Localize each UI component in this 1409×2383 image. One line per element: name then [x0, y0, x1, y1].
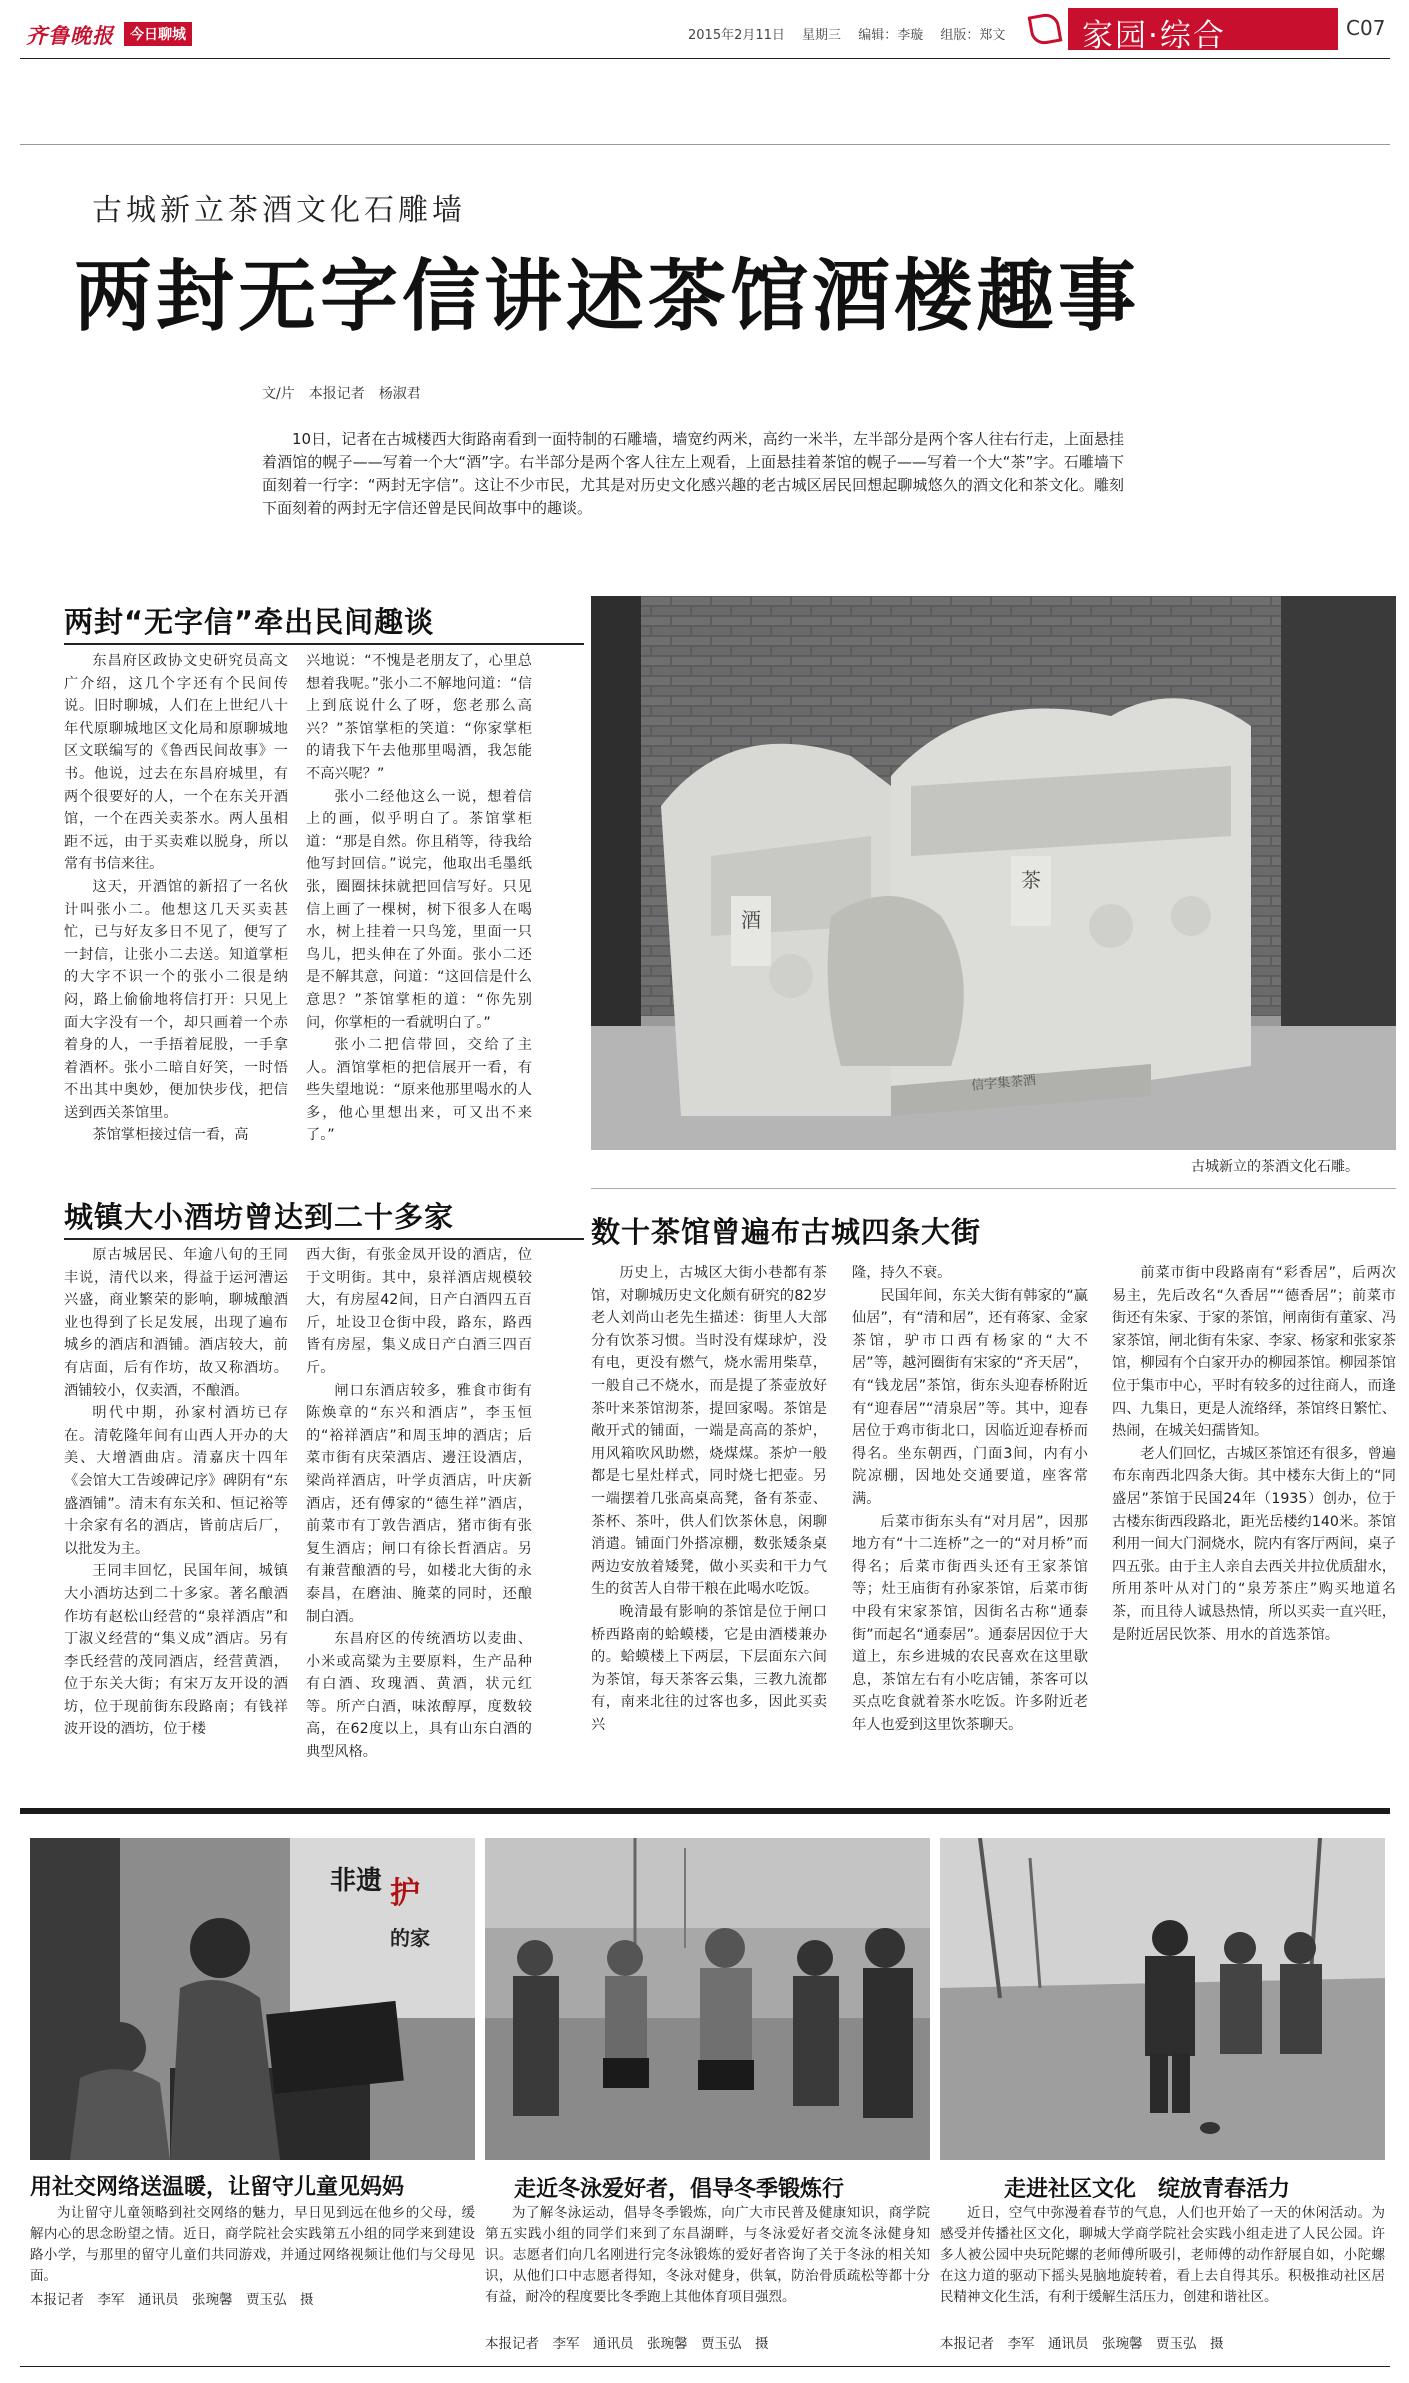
- bottom-credit-1: 本报记者 李军 通讯员 张琬馨 贾玉弘 摄: [30, 2292, 314, 2308]
- winter-swimmers-illustration: [485, 1838, 930, 2160]
- paragraph: 西大街，有张金凤开设的酒店，位于文明街。其中，泉祥酒店规模较大，有房屋42间，日产白酒四五百斤，址设卫仓街中段，路东，路西皆有房屋，集义成日产白酒三四百斤。: [306, 1247, 532, 1376]
- paragraph: 后菜市街东头有“对月居”，因那地方有“十二连桥”之一的“对月桥”而得名；后菜市街西头还有王家茶馆等；灶王庙街有孙家茶馆，后菜市街中段有宋家茶馆，因街名古称“通泰街”而起名“通泰居”。通泰居因位于大道上，东乡进城的农民喜欢在这里歇息，茶馆左右有小吃店铺，茶客可以买点吃食就着茶水吃饭。许多附近老年人也爱到这里饮茶聊天。: [852, 1513, 1088, 1733]
- masthead-rule: [20, 58, 1390, 59]
- paragraph: 张小二把信带回，交给了主人。酒馆掌柜的把信展开一看，有些失望地说：“原来他那里喝水的人多，他心里想出来，可又出不来了。”: [306, 1037, 532, 1144]
- paragraph: 张小二经他这么一说，想着信上的画，似乎明白了。茶馆掌柜道：“那是自然。你且稍等，待我给他写封回信。”说完，他取出毛墨纸张，圈圈抹抹就把回信写好。只见信上画了一棵树，树下很多人在喝水，树上挂着一只鸟笼，里面一只鸟儿，把头伸在了外面。张小二还是不解其意，问道：“这回信是什么意思？”茶馆掌柜的道：“你先别问，你掌柜的一看就明白了。”: [306, 788, 532, 1031]
- paragraph: 民国年间，东关大街有韩家的“赢仙居”，有“清和居”，还有蒋家、金家茶馆，驴市口西有杨家的“大不居”等，越河圈街有宋家的“齐天居”，有“钱龙居”茶馆，街东头迎春桥附近有“迎春居”“清泉居”等。其中，迎春居位于鸡市街北口，因临近迎春桥而得名。坐东朝西，门面3间，内有小院凉棚，因地处交通要道，座客常满。: [852, 1287, 1088, 1507]
- bottom-rule: [20, 2366, 1390, 2367]
- photo-banner-right: 的家: [390, 1926, 430, 1950]
- edition-badge: 今日聊城: [124, 22, 192, 46]
- section3-col2: [852, 1262, 1088, 1804]
- section1-title: 两封“无字信”牵出民间趣谈: [64, 605, 435, 639]
- section1-col2: [306, 650, 532, 1150]
- section2-col1: [64, 1244, 288, 1804]
- section1-col1: [64, 650, 288, 1150]
- bottom-text-3: 近日，空气中弥漫着春节的气息，人们也开始了一天的休闲活动。为感受并传播社区文化，聊城大学商学院社会实践小组走进了人民公园。许多人被公园中央玩陀螺的老师傅所吸引，老师傅的动作舒展自如，小陀螺在这力道的驱动下摇头晃脑地旋转着，看上去自得其乐。积极推动社区居民精神文化生活，有利于缓解生活压力，创建和谐社区。: [940, 2205, 1385, 2305]
- bottom-rule-top: [20, 1808, 1390, 1814]
- issue-weekday: 星期三: [802, 28, 842, 43]
- section3-top-rule: [591, 1188, 1396, 1189]
- section-sub: 综合: [1159, 18, 1226, 54]
- park-spinning-top-illustration: [940, 1838, 1385, 2160]
- section2-rule: [64, 1238, 584, 1240]
- kicker: 古城新立茶酒文化石雕墙: [92, 193, 466, 228]
- lead-intro: 10日，记者在古城楼西大街路南看到一面特制的石雕墙，墙宽约两米，高约一米半，左半部分是两个客人往右行走，上面悬挂着酒馆的幌子——写着一个大“酒”字。右半部分是两个客人往左上观看，上面悬挂着茶馆的幌子——写着一个大“茶”字。石雕墙下面刻着一行字：“两封无字信”。这让不少市民，尤其是对历史文化感兴趣的老古城区居民回想起聊城悠久的酒文化和茶文化。雕刻下面刻着的两封无字信还曾是民间故事中的趣谈。: [262, 430, 1124, 517]
- carving-sign-right: 茶: [1021, 868, 1041, 892]
- paragraph: 老人们回忆，古城区茶馆还有很多，曾遍布东南西北四条大街。其中楼东大街上的“同盛居”茶馆于民国24年（1935）创办，位于古楼东街西段路北，距光岳楼约140米。茶馆利用一间大门洞烧水，院内有客厅两间，桌子四五张。由于主人亲自去西关井拉优质甜水，所用茶叶从对门的“泉芳茶庄”购买地道名茶，而且待人诚恳热情，所以买卖一直兴旺，是附近居民饮茶、用水的首选茶馆。: [1112, 1445, 1396, 1643]
- paragraph: 兴地说：“不愧是老朋友了，心里总想着我呢。”张小二不解地问道：“信上到底说什么了呀，您老那么高兴？”茶馆掌柜的笑道：“你家掌柜的请我下午去他那里喝酒，我怎能不高兴呢？”: [306, 653, 532, 782]
- headline: 两封无字信讲述茶馆酒楼趣事: [74, 252, 1141, 342]
- paper-logo: 齐鲁晚报: [26, 24, 114, 48]
- bottom-photo-3: [940, 1838, 1385, 2160]
- section-tag: [1068, 8, 1338, 54]
- bottom-text-2: 为了解冬泳运动，倡导冬季锻炼，向广大市民普及健康知识，商学院第五实践小组的同学们来到了东昌湖畔，与冬泳爱好者交流冬泳健身知识。志愿者们向几名刚进行完冬泳锻炼的爱好者咨询了关于冬泳的相关知识，从他们口中志愿者得知，冬泳对健身，供氧，防治骨质疏松等都十分有益，耐冷的程度要比冬季跑上其他体育项目强烈。: [485, 2205, 930, 2305]
- carving-sign-left: 酒: [741, 908, 761, 932]
- paragraph: 东昌府区的传统酒坊以麦曲、小米或高粱为主要原料，生产品种有白酒、玫瑰酒、黄酒，状元红等。所产白酒，味浓醇厚，度数较高，在62度以上，具有山东白酒的典型风格。: [306, 1631, 532, 1761]
- issue-date: 2015年2月11日: [688, 28, 785, 43]
- section3-col3: [1112, 1262, 1396, 1804]
- bottom-text-1: 为让留守儿童领略到社交网络的魅力，早日见到远在他乡的父母，缓解内心的思念盼望之情。近日，商学院社会实践第五小组的同学来到建设路小学，与那里的留守儿童们共同游戏，并通过网络视频让他们与父母见面。: [30, 2205, 475, 2284]
- paragraph: 隆，持久不衰。: [852, 1265, 952, 1281]
- paragraph: 东昌府区政协文史研究员高文广介绍，这几个字还有个民间传说。旧时聊城，人们在上世纪八十年代原聊城地区文化局和原聊城地区文联编写的《鲁西民间故事》一书。他说，过去在东昌府城里，有两个很要好的人，一个在东关开酒馆，一个在西关卖茶水。两人虽相距不远，由于买卖难以脱身，所以常有书信来往。: [64, 653, 288, 873]
- paragraph: 这天，开酒馆的新招了一名伙计叫张小二。他想这几天买卖甚忙，已与好友多日不见了，便写了一封信，让张小二去送。知道掌柜的大字不识一个的张小二很是纳闷，路上偷偷地将信打开：只见上面大字没有一个，却只画着一个赤着身的人，一手捂着屁股，一手拿着酒杯。张小二暗自好笑，一时悟不出其中奥妙，便加快步伐，把信送到西关茶馆里。: [64, 878, 288, 1121]
- section3-title: 数十茶馆曾遍布古城四条大街: [591, 1215, 982, 1249]
- stone-wall-illustration: [591, 596, 1396, 1150]
- section-dot: ·: [1148, 18, 1160, 54]
- bottom-credit-2: 本报记者 李军 通讯员 张琬馨 贾玉弘 摄: [485, 2336, 769, 2352]
- section1-rule: [64, 643, 584, 645]
- section3-col1: [591, 1262, 827, 1804]
- page-number: C07: [1346, 16, 1386, 40]
- bottom-title-2: 走近冬泳爱好者，倡导冬季锻炼行: [514, 2177, 845, 2202]
- bottom-credit-3: 本报记者 李军 通讯员 张琬馨 贾玉弘 摄: [940, 2336, 1224, 2352]
- paragraph: 晚清最有影响的茶馆是位于闸口桥西路南的蛤蟆楼，它是由酒楼兼办的。蛤蟆楼上下两层，下层面东六间为茶馆，每天茶客云集，三教九流都有，南来北往的过客也多，因此买卖兴: [591, 1603, 827, 1733]
- section-icon: [1028, 12, 1063, 47]
- paragraph: 原古城居民、年逾八旬的王同丰说，清代以来，得益于运河漕运兴盛，商业繁荣的影响，聊城酿酒业也得到了长足发展，出现了遍布城乡的酒店和酒铺。酒店较大，前有店面，后有作坊，故又称酒坊。酒铺较小，仅卖酒，不酿酒。: [64, 1247, 288, 1399]
- section2-col2: [306, 1244, 532, 1804]
- paragraph: 明代中期，孙家村酒坊已存在。清乾隆年间有山西人开办的大美、大增酒曲店。清嘉庆十四年《会馆大工告竣碑记序》碑阴有“东盛酒铺”。清末有东关和、恒记裕等十余家有名的酒店，皆前店后厂，以批发为主。: [64, 1405, 288, 1557]
- main-photo-caption: 古城新立的茶酒文化石雕。: [1191, 1159, 1359, 1175]
- bottom-title-1: 用社交网络送温暖，让留守儿童见妈妈: [30, 2175, 405, 2200]
- designer-label: 组版：: [940, 28, 980, 43]
- paragraph: 闸口东酒店较多，雅食市街有陈焕章的“东兴和酒店”，李玉恒的“裕祥酒店”和周玉坤的酒店；后菜市街有庆荣酒店、邊汪设酒店，梁尚祥酒店，叶学贞酒店，叶庆新酒店，还有傅家的“德生祥”酒店，前菜市有丁敦告酒店，猪市街有张复生酒店；闸口有徐长哲酒店。另有兼营酿酒的号，如楼北大街的永泰昌，在磨油、腌菜的同时，还酿制白酒。: [306, 1382, 532, 1625]
- bottom-photo-2: [485, 1838, 930, 2160]
- paragraph: 王同丰回忆，民国年间，城镇大小酒坊达到二十多家。著名酿酒作坊有赵松山经营的“泉祥酒店”和丁淑义经营的“集义成”酒店。另有李氏经营的茂同酒店，经营黄酒，位于东关大街；有宋万友开设的酒坊，位于现前街东段路南；有钱祥波开设的酒坊，位于楼: [64, 1563, 288, 1738]
- masthead: [0, 0, 1409, 58]
- designer-name: 郑文: [979, 28, 1006, 43]
- editor-label: 编辑：: [858, 28, 898, 43]
- issue-info: [688, 24, 1005, 43]
- paragraph: 茶馆掌柜接过信一看，高: [92, 1127, 249, 1144]
- paragraph: 历史上，古城区大街小巷都有茶馆，对聊城历史文化颇有研究的82岁老人刘尚山老先生描述：街里人大部分有饮茶习惯。当时没有煤球炉，没有电，更没有燃气，烧水需用柴草，一般自己不烧水，而是提了茶壶放好茶叶来茶馆沏茶，提回家喝。茶馆是敞开式的铺面，一端是高高的茶炉，用风箱吹风助燃，烧煤煤。茶炉一般都是七星灶样式，同时烧七把壶。另一端摆着几张高桌高凳，备有茶壶、茶杯、茶叶，供人们饮茶休息，闲聊消遣。铺面门外搭凉棚，数张矮条桌两边安放着矮凳，做小买卖和干力气生的贫苦人自带干粮在此喝水吃饭。: [591, 1265, 827, 1598]
- bottom-title-3: 走进社区文化 绽放青春活力: [1004, 2177, 1291, 2202]
- section2-title: 城镇大小酒坊曾达到二十多家: [64, 1200, 455, 1234]
- carving-inscription: 信字集茶酒: [970, 1073, 1037, 1094]
- paragraph: 前菜市街中段路南有“彩香居”，后两次易主，先后改名“久香居”“德香居”；前菜市街还有朱家、于家的茶馆，闸南街有董家、冯家茶馆，闸北街有朱家、李家、杨家和张家茶馆，柳园有个白家开办的柳园茶馆。柳园茶馆位于集市中心，平时有较多的过往商人，而逢四、九集日，更是人流络绎，茶馆终日繁忙、热闹，在城关妇孺皆知。: [1112, 1265, 1396, 1440]
- editor-name: 李璇: [897, 28, 924, 43]
- photo-banner-mid: 护: [390, 1876, 420, 1911]
- top-rule: [20, 144, 1390, 145]
- section-main: 家园: [1082, 18, 1148, 54]
- photo-banner-left: 非遗: [330, 1866, 383, 1896]
- bottom-photo-1: [30, 1838, 475, 2160]
- stone-wall-photo: [591, 596, 1396, 1150]
- byline: 文/片 本报记者 杨淑君: [262, 386, 421, 402]
